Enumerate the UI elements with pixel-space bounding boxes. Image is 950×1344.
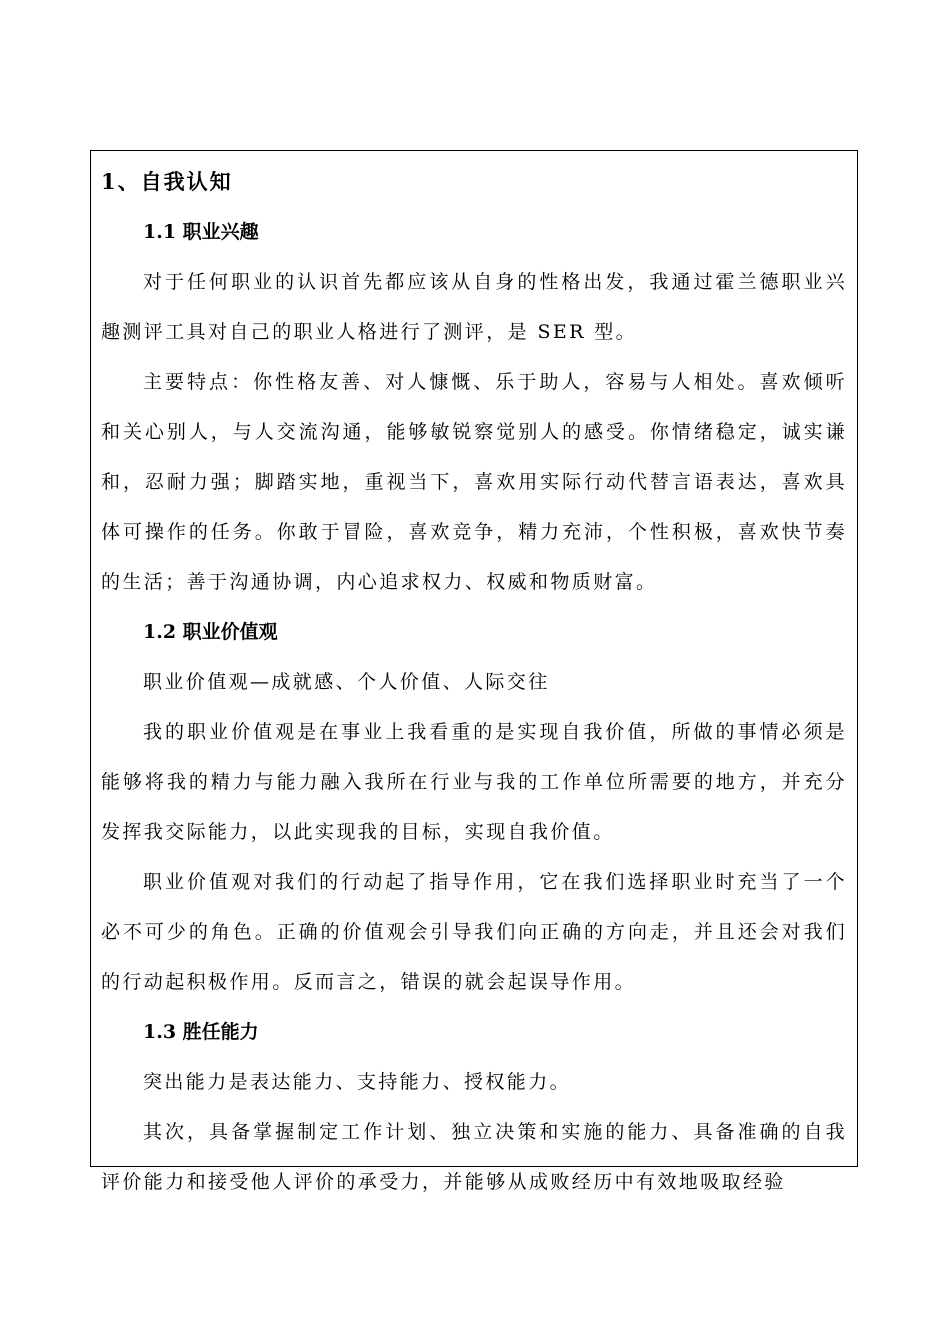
paragraph-values-summary: 职业价值观—成就感、个人价值、人际交往: [143, 671, 550, 693]
paragraph-values-role: 职业价值观对我们的行动起了指导作用，它在我们选择职业时充当了一个必不可少的角色。正确的价值观会引导我们向正确的方向走，并且还会对我们的行动起积极作用。反而言之，错误的就会起误导作用。: [101, 871, 847, 993]
paragraph-interest-intro: 对于任何职业的认识首先都应该从自身的性格出发，我通过霍兰德职业兴趣测评工具对自己的职业人格进行了测评，是 SER 型。: [101, 271, 847, 343]
paragraph-competence-summary: 突出能力是表达能力、支持能力、授权能力。: [143, 1071, 572, 1093]
heading-career-values: 1.2 职业价值观: [143, 621, 278, 643]
heading-career-interest: 1.1 职业兴趣: [143, 221, 259, 243]
paragraph-interest-traits: 主要特点：你性格友善、对人慷慨、乐于助人，容易与人相处。喜欢倾听和关心别人，与人交流沟通，能够敏锐察觉别人的感受。你情绪稳定，诚实谦和，忍耐力强；脚踏实地，重视当下，喜欢用实际行动代替言语表达，喜欢具体可操作的任务。你敢于冒险，喜欢竞争，精力充沛，个性积极，喜欢快节奏的生活；善于沟通协调，内心追求权力、权威和物质财富。: [101, 371, 847, 593]
content-frame: [90, 150, 858, 1193]
paragraph-values-detail: 我的职业价值观是在事业上我看重的是实现自我价值，所做的事情必须是能够将我的精力与能力融入我所在行业与我的工作单位所需要的地方，并充分发挥我交际能力，以此实现我的目标，实现自我价值。: [101, 721, 847, 843]
heading-competence: 1.3 胜任能力: [143, 1021, 259, 1043]
section-title: 1、自我认知: [101, 169, 233, 194]
paragraph-competence-detail: 其次，具备掌握制定工作计划、独立决策和实施的能力、具备准确的自我评价能力和接受他人评价的承受力，并能够从成败经历中有效地吸取经验: [101, 1121, 847, 1193]
